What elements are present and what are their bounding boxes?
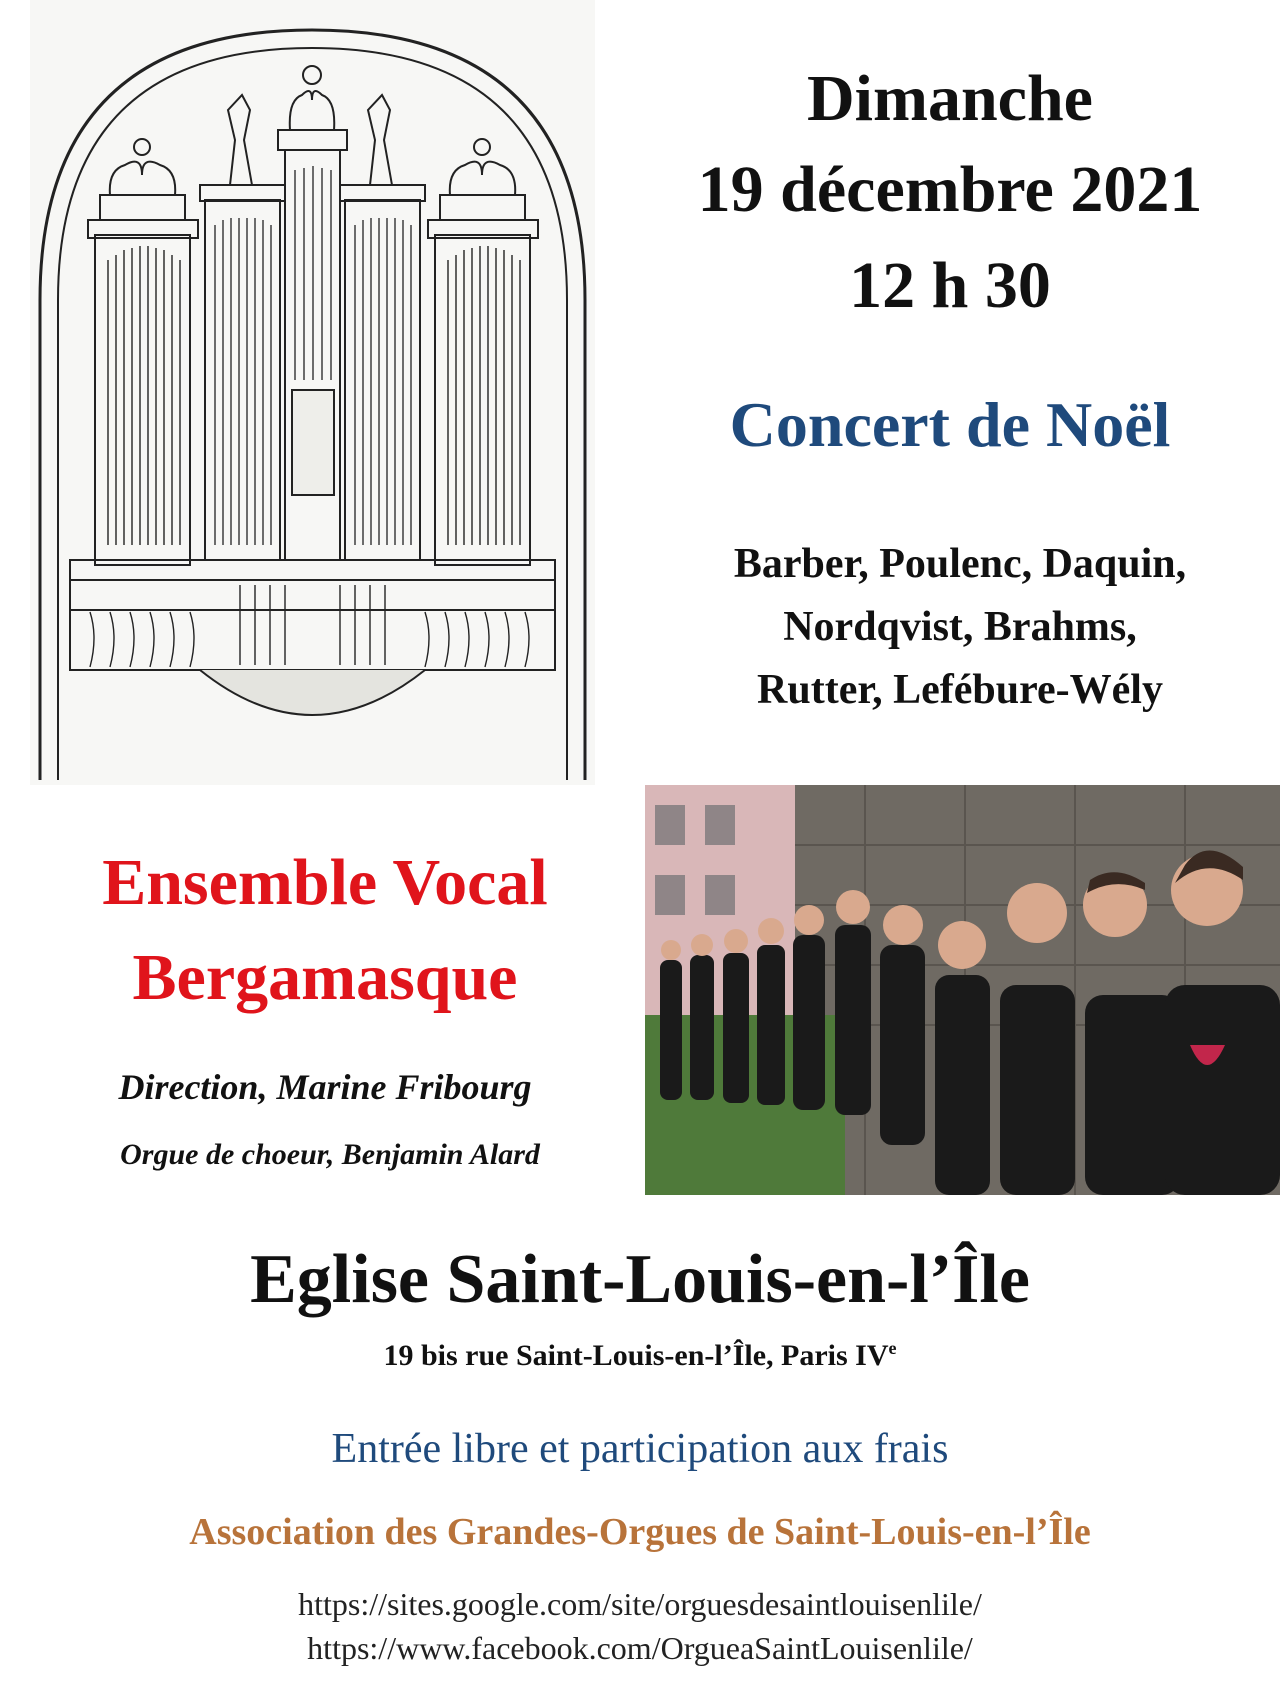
ensemble-name-line-1: Ensemble Vocal	[102, 846, 548, 919]
website-link[interactable]: https://sites.google.com/site/orguesdesaintlouisenlile/	[298, 1586, 982, 1622]
composers-line-2: Nordqvist, Brahms,	[783, 604, 1137, 650]
concert-date: 19 décembre 2021	[697, 153, 1203, 226]
facebook-link[interactable]: https://www.facebook.com/OrgueaSaintLouisenlile/	[307, 1630, 973, 1666]
composers-line-3: Rutter, Lefébure-Wély	[757, 667, 1163, 713]
organist-credit: Orgue de choeur, Benjamin Alard	[120, 1138, 540, 1171]
venue-address	[0, 1338, 1280, 1373]
choir-photo-drawing	[645, 785, 1280, 1195]
organ-drawing	[30, 0, 595, 785]
entry-note: Entrée libre et participation aux frais	[331, 1426, 949, 1472]
venue-address-sup: e	[888, 1338, 897, 1358]
ensemble-name-line-2: Bergamasque	[132, 941, 518, 1014]
composers-line-1: Barber, Poulenc, Daquin,	[733, 541, 1187, 587]
venue-address-text: 19 bis rue Saint-Louis-en-l’Île, Paris IV	[383, 1339, 889, 1372]
direction-credit: Direction, Marine Fribourg	[118, 1067, 532, 1107]
concert-title: Concert de Noël	[729, 389, 1171, 460]
concert-day: Dimanche	[807, 62, 1093, 135]
organ-illustration	[30, 0, 595, 785]
association-name: Association des Grandes-Orgues de Saint-Louis-en-l’Île	[189, 1511, 1091, 1553]
venue-name: Eglise Saint-Louis-en-l’Île	[250, 1241, 1030, 1318]
choir-photo	[645, 785, 1280, 1195]
concert-time: 12 h 30	[849, 249, 1051, 322]
